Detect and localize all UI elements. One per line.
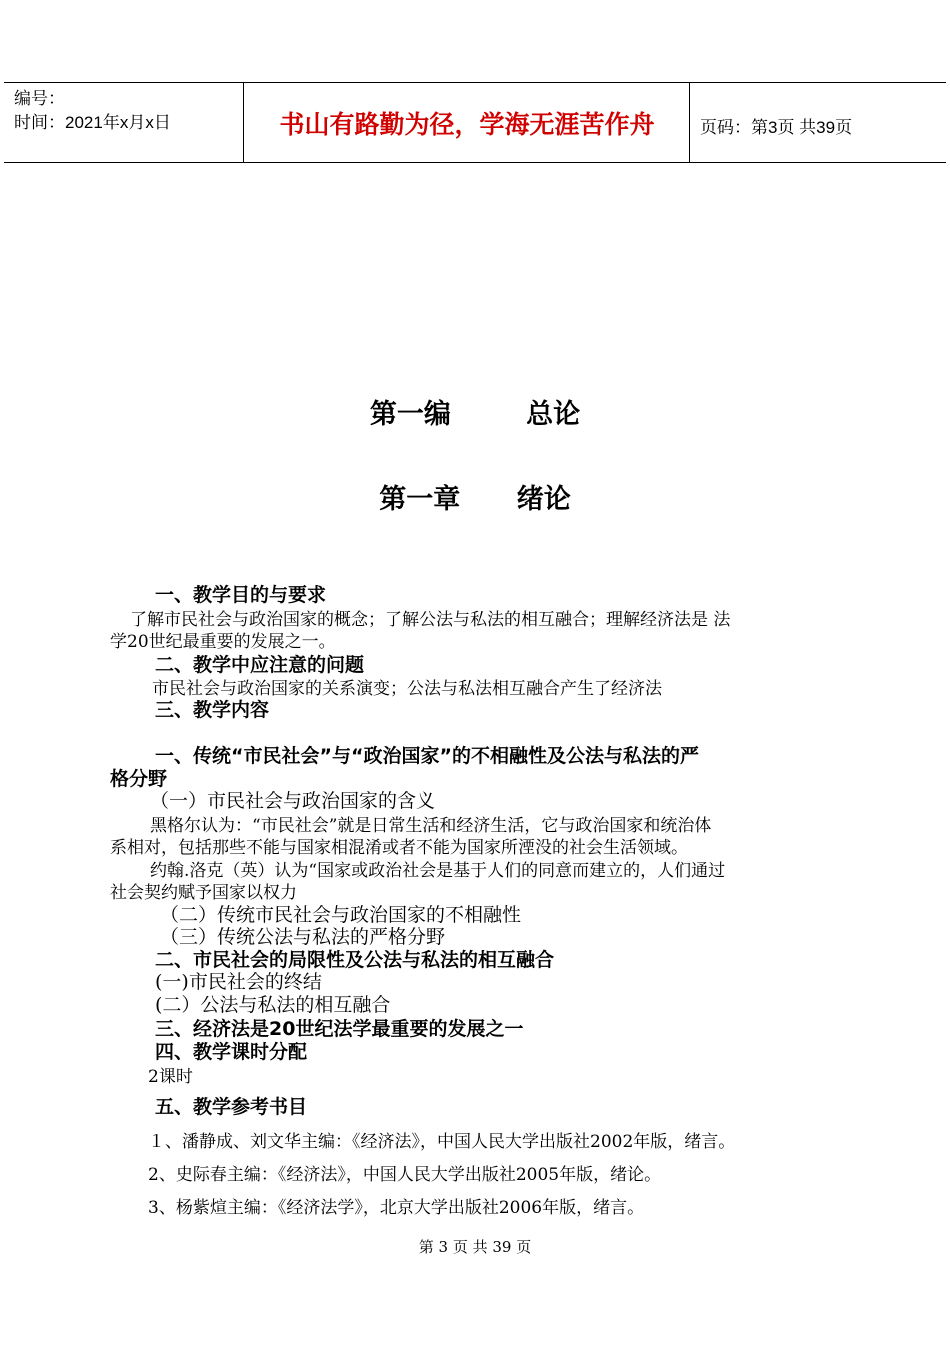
content-sub-2: （二）传统市民社会与政治国家的不相融性 <box>160 904 522 926</box>
content-heading-1-line-2: 格分野 <box>110 768 168 790</box>
content-heading-2: 二、市民社会的局限性及公法与私法的相互融合 <box>155 949 555 971</box>
header-motto: 书山有路勤为径，学海无涯苦作舟 <box>279 110 655 139</box>
content-sub-2-2: (二）公法与私法的相互融合 <box>155 994 391 1016</box>
section-heading-5: 五、教学参考书目 <box>155 1096 308 1118</box>
content-heading-1-line-1: 一、传统“市民社会”与“政治国家”的不相融性及公法与私法的严 <box>155 745 699 767</box>
serial-label: 编号： <box>14 89 65 108</box>
page-footer: 第 3 页 共 39 页 <box>418 1238 532 1256</box>
class-hours: 2课时 <box>148 1067 193 1087</box>
section-1-line-1: 了解市民社会与政治国家的概念；了解公法与私法的相互融合；理解经济法是 法 <box>130 610 731 630</box>
hegel-paragraph-line-1: 黑格尔认为：“市民社会”就是日常生活和经济生活，它与政治国家和统治体 <box>150 816 712 836</box>
section-2-line-1: 市民社会与政治国家的关系演变；公法与私法相互融合产生了经济法 <box>152 679 662 699</box>
content-sub-2-1: (一)市民社会的终结 <box>155 971 322 993</box>
section-heading-1: 一、教学目的与要求 <box>155 584 327 606</box>
chapter-title: 第一章 绪论 <box>379 484 571 515</box>
reference-3: 3、杨紫煊主编：《经济法学》，北京大学出版社2006年版，绪言。 <box>148 1198 645 1218</box>
reference-2: 2、史际春主编：《经济法》，中国人民大学出版社2005年版，绪论。 <box>148 1165 662 1185</box>
content-sub-3: （三）传统公法与私法的严格分野 <box>160 926 446 948</box>
locke-paragraph-line-1: 约翰.洛克（英）认为“国家或政治社会是基于人们的同意而建立的，人们通过 <box>150 861 726 881</box>
section-heading-2: 二、教学中应注意的问题 <box>155 654 365 676</box>
header-meta <box>14 87 171 135</box>
content-heading-3: 三、经济法是20世纪法学最重要的发展之一 <box>155 1018 524 1040</box>
time-label: 时间：2021年x月x日 <box>14 113 171 132</box>
locke-paragraph-line-2: 社会契约赋予国家以权力 <box>110 883 297 903</box>
content-sub-1: （一）市民社会与政治国家的含义 <box>150 790 436 812</box>
section-1-line-2: 学20世纪最重要的发展之一。 <box>110 632 336 652</box>
header-table <box>4 82 946 163</box>
reference-1: １、潘静成、刘文华主编：《经济法》，中国人民大学出版社2002年版，绪言。 <box>148 1132 736 1152</box>
hegel-paragraph-line-2: 系相对，包括那些不能与国家相混淆或者不能为国家所湮没的社会生活领域。 <box>110 838 688 858</box>
section-heading-4: 四、教学课时分配 <box>155 1041 308 1063</box>
header-page-info: 页码：第3页 共39页 <box>700 118 853 137</box>
part-title: 第一编 总论 <box>369 399 581 430</box>
section-heading-3: 三、教学内容 <box>155 699 270 721</box>
